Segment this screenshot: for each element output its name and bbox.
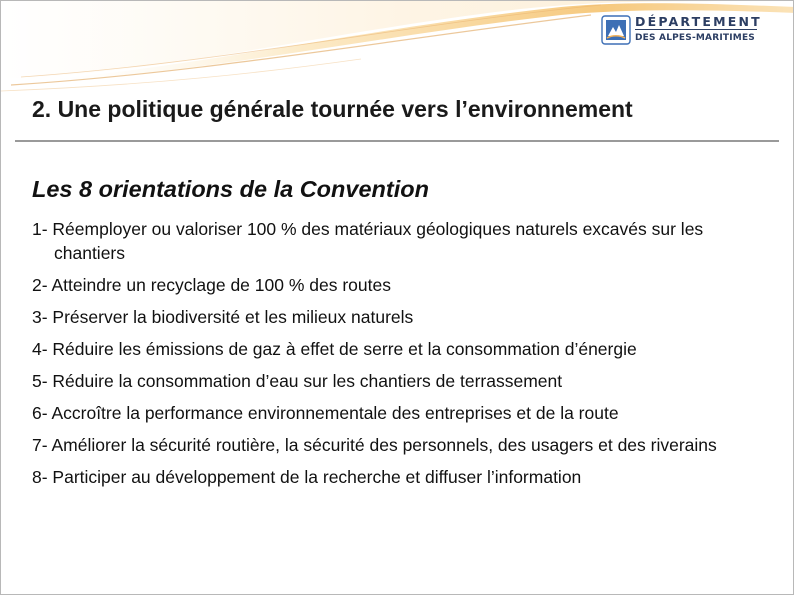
section-subtitle: Les 8 orientations de la Convention: [32, 176, 429, 202]
list-item: 4- Réduire les émissions de gaz à effet de serre et la consommation d’énergie: [32, 339, 637, 359]
departement-logo: [601, 13, 761, 47]
logo-line-1: DÉPARTEMENT: [635, 14, 762, 29]
list-item: 6- Accroître la performance environnementale des entreprises et de la route: [32, 403, 619, 423]
list-item: 3- Préserver la biodiversité et les milieux naturels: [32, 307, 414, 327]
list-item: 5- Réduire la consommation d’eau sur les chantiers de terrassement: [32, 371, 563, 391]
list-item: 7- Améliorer la sécurité routière, la sécurité des personnels, des usagers et des riverains: [32, 435, 717, 455]
list-item: 8- Participer au développement de la recherche et diffuser l’information: [32, 467, 582, 487]
departement-emblem-icon: [601, 15, 631, 45]
list-item: 2- Atteindre un recyclage de 100 % des routes: [32, 275, 391, 295]
slide-title: 2. Une politique générale tournée vers l’environnement: [32, 96, 633, 122]
logo-line-2: DES ALPES-MARITIMES: [635, 33, 755, 43]
orientations-list: [32, 217, 777, 497]
title-divider: [15, 140, 779, 142]
logo-rule: [635, 29, 757, 30]
list-item: 1- Réemployer ou valoriser 100 % des matériaux géologiques naturels excavés sur les chantiers: [32, 219, 704, 263]
